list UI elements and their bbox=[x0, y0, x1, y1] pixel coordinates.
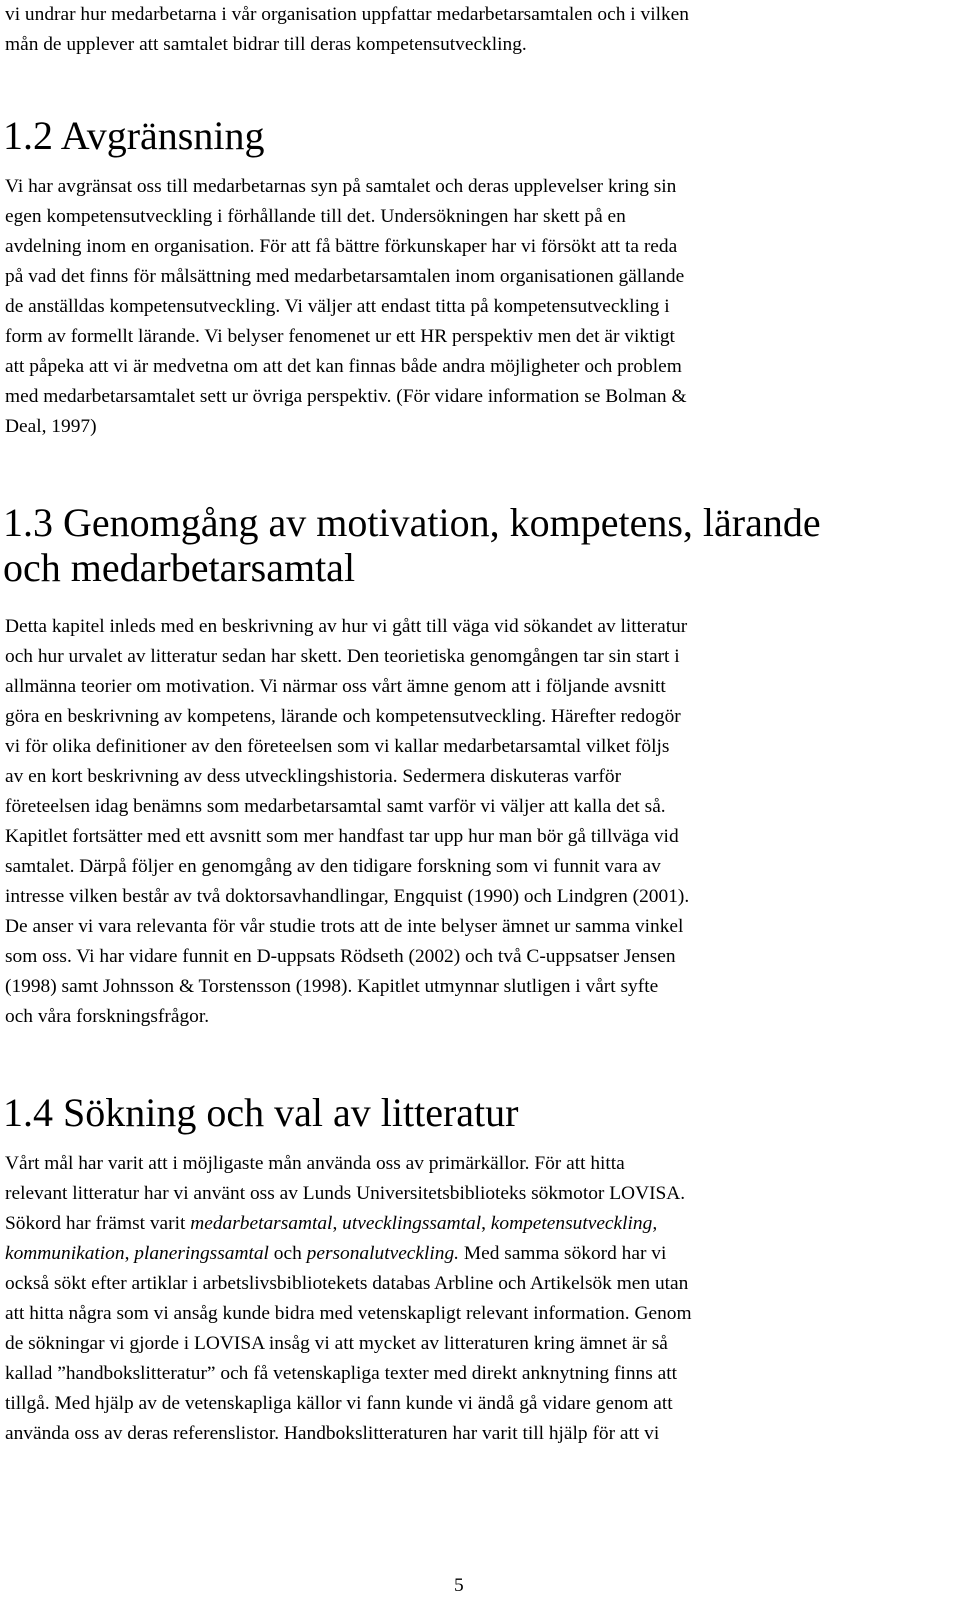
text-line: De anser vi vara relevanta för vår studie trots att de inte belyser ämnet ur samma vinkel bbox=[5, 916, 684, 937]
text-line: som oss. Vi har vidare funnit en D-uppsats Rödseth (2002) och två C-uppsatser Jensen bbox=[5, 946, 676, 967]
text-line: Kapitlet fortsätter med ett avsnitt som mer handfast tar upp hur man bör gå tillväga vid bbox=[5, 826, 679, 847]
text-line: vi för olika definitioner av den företeelsen som vi kallar medarbetarsamtal vilket följs bbox=[5, 736, 670, 757]
search-term: personalutveckling. bbox=[306, 1243, 460, 1264]
section-1-3-paragraph bbox=[5, 612, 935, 1032]
text-line: och våra forskningsfrågor. bbox=[5, 1006, 210, 1027]
text-line: avdelning inom en organisation. För att få bättre förkunskaper har vi försökt att ta reda bbox=[5, 236, 678, 257]
text-line: kallad ”handbokslitteratur” och få vetenskapliga texter med direkt anknytning finns att bbox=[5, 1363, 677, 1384]
text-line: Vi har avgränsat oss till medarbetarnas syn på samtalet och deras upplevelser kring sin bbox=[5, 176, 677, 197]
text-line: företeelsen idag benämns som medarbetarsamtal samt varför vi väljer att kalla det så. bbox=[5, 796, 666, 817]
text-line bbox=[5, 1209, 935, 1239]
intro-paragraph bbox=[5, 0, 935, 60]
text-segment: , bbox=[481, 1213, 491, 1234]
text-line: de sökningar vi gjorde i LOVISA insåg vi att mycket av litteraturen kring ämnet är så bbox=[5, 1333, 668, 1354]
search-term: medarbetarsamtal bbox=[190, 1213, 333, 1234]
text-line: (1998) samt Johnsson & Torstensson (1998). Kapitlet utmynnar slutligen i vårt syfte bbox=[5, 976, 659, 997]
text-line: samtalet. Därpå följer en genomgång av den tidigare forskning som vi funnit vara av bbox=[5, 856, 661, 877]
text-segment: Med samma sökord har vi bbox=[459, 1243, 667, 1264]
text-line: allmänna teorier om motivation. Vi närmar oss vårt ämne genom att i följande avsnitt bbox=[5, 676, 666, 697]
section-1-4-paragraph bbox=[5, 1149, 935, 1449]
search-term: utvecklingssamtal bbox=[342, 1213, 482, 1234]
section-1-2-paragraph bbox=[5, 172, 935, 442]
text-line: Vårt mål har varit att i möjligaste mån använda oss av primärkällor. För att hitta bbox=[5, 1153, 625, 1174]
text-line: med medarbetarsamtalet sett ur övriga perspektiv. (För vidare information se Bolman & bbox=[5, 386, 687, 407]
text-segment: och bbox=[268, 1243, 307, 1264]
text-line: vi undrar hur medarbetarna i vår organisation uppfattar medarbetarsamtalen och i vilken bbox=[5, 4, 689, 25]
text-line: relevant litteratur har vi använt oss av Lunds Universitetsbiblioteks sökmotor LOVISA. bbox=[5, 1183, 686, 1204]
text-line: de anställdas kompetensutveckling. Vi väljer att endast titta på kompetensutveckling i bbox=[5, 296, 670, 317]
text-line: Deal, 1997) bbox=[5, 416, 97, 437]
text-line: göra en beskrivning av kompetens, lärande och kompetensutveckling. Härefter redogör bbox=[5, 706, 681, 727]
text-segment: , bbox=[124, 1243, 135, 1264]
text-line bbox=[5, 1239, 935, 1269]
text-segment: , bbox=[332, 1213, 343, 1234]
text-line: tillgå. Med hjälp av de vetenskapliga källor vi fann kunde vi ändå gå vidare genom att bbox=[5, 1393, 673, 1414]
text-line: använda oss av deras referenslistor. Handbokslitteraturen har varit till hjälp för att vi bbox=[5, 1423, 660, 1444]
search-term: planeringssamtal bbox=[134, 1243, 269, 1264]
text-line: intresse vilken består av två doktorsavhandlingar, Engquist (1990) och Lindgren (2001). bbox=[5, 886, 690, 907]
search-term: kommunikation bbox=[5, 1243, 125, 1264]
search-term: kompetensutveckling, bbox=[490, 1213, 658, 1234]
text-line: egen kompetensutveckling i förhållande till det. Undersökningen har skett på en bbox=[5, 206, 626, 227]
text-line: mån de upplever att samtalet bidrar till deras kompetensutveckling. bbox=[5, 34, 527, 55]
text-line: och hur urvalet av litteratur sedan har skett. Den teorietiska genomgången tar sin start i bbox=[5, 646, 680, 667]
text-line: form av formellt lärande. Vi belyser fenomenet ur ett HR perspektiv men det är viktigt bbox=[5, 326, 675, 347]
heading-line: och medarbetarsamtal bbox=[3, 545, 356, 590]
text-line: också sökt efter artiklar i arbetslivsbibliotekets databas Arbline och Artikelsök men utan bbox=[5, 1273, 689, 1294]
text-line: att hitta några som vi ansåg kunde bidra med vetenskapligt relevant information. Genom bbox=[5, 1303, 692, 1324]
heading-line: 1.3 Genomgång av motivation, kompetens, lärande bbox=[3, 500, 821, 545]
section-heading-1-4: 1.4 Sökning och val av litteratur bbox=[3, 1090, 519, 1135]
section-heading-1-2: 1.2 Avgränsning bbox=[3, 113, 265, 158]
text-line: av en kort beskrivning av dess utvecklingshistoria. Sedermera diskuteras varför bbox=[5, 766, 622, 787]
text-line: att påpeka att vi är medvetna om att det kan finnas både andra möjligheter och problem bbox=[5, 356, 682, 377]
section-heading-1-3 bbox=[3, 500, 943, 590]
text-segment: Sökord har främst varit bbox=[5, 1213, 191, 1234]
text-line: Detta kapitel inleds med en beskrivning av hur vi gått till väga vid sökandet av litteratur bbox=[5, 616, 688, 637]
text-line: på vad det finns för målsättning med medarbetarsamtalen inom organisationen gällande bbox=[5, 266, 685, 287]
page-number: 5 bbox=[454, 1575, 464, 1596]
